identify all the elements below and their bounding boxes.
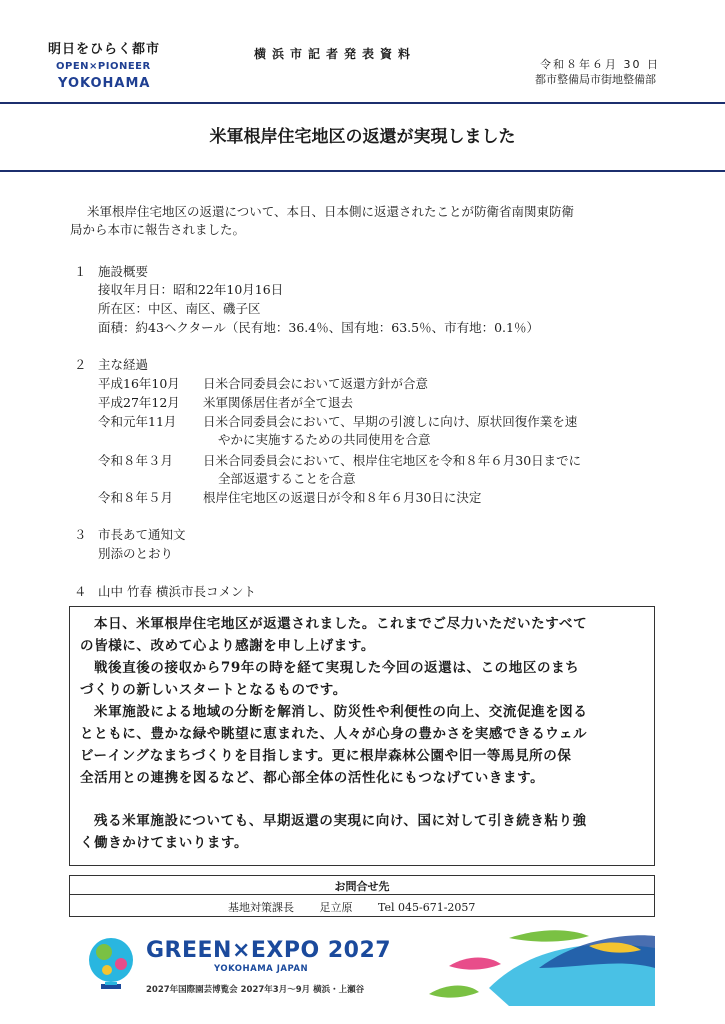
comment-line: の皆様に、改めて心より感謝を申し上げます。 [80, 638, 376, 654]
comment-line: づくりの新しいスタートとなるものです。 [80, 682, 347, 698]
contact-section: 基地対策課長 [228, 901, 294, 914]
event-date: 令和８年３月 [98, 453, 174, 468]
notice-detail: 別添のとおり [98, 546, 174, 561]
comment-line: 残る米軍施設についても、早期返還の実現に向け、国に対して引き続き粘り強 [94, 813, 587, 829]
logo-city-name: YOKOHAMA [58, 76, 151, 91]
event-text: 日米合同委員会において返還方針が合意 [203, 376, 429, 391]
release-date: 令和８年６月 30 日 [540, 58, 660, 71]
facility-detail: 面積：約43ヘクタール（民有地：36.4％、国有地：63.5％、市有地：0.1％） [98, 320, 539, 335]
event-text: 全部返還することを合意 [218, 471, 356, 486]
expo-title: GREEN×EXPO 2027 [146, 938, 392, 963]
event-date: 平成27年12月 [98, 395, 180, 410]
facility-detail: 接収年月日：昭和22年10月16日 [98, 282, 284, 297]
contact-title: お問合せ先 [334, 880, 390, 893]
section-number: ３ [74, 527, 87, 542]
contact-tel: Tel 045-671-2057 [378, 901, 476, 914]
section-number: ４ [74, 584, 87, 599]
event-date: 令和元年11月 [98, 414, 177, 429]
event-text: 日米合同委員会において、根岸住宅地区を令和８年６月30日までに [203, 453, 582, 468]
event-date: 令和８年５月 [98, 490, 174, 505]
comment-line: とともに、豊かな緑や眺望に恵まれた、人々が心身の豊かさを実感できるウェル [80, 726, 588, 742]
comment-line: 本日、米軍根岸住宅地区が返還されました。これまでご尽力いただいたすべて [94, 616, 588, 632]
logo-tagline: 明日をひらく都市 [48, 42, 161, 57]
comment-line: 米軍施設による地域の分断を解消し、防災性や利便性の向上、交流促進を図る [94, 704, 588, 720]
header-rule-top [0, 102, 725, 104]
section-number: １ [74, 264, 87, 279]
expo-info: 2027年国際園芸博覧会 2027年3月～9月 横浜・上瀬谷 [146, 985, 365, 995]
event-text: やかに実施するための共同使用を合意 [218, 432, 431, 447]
intro-paragraph-line: 米軍根岸住宅地区の返還について、本日、日本側に返還されたことが防衛省南関東防衛 [87, 204, 575, 219]
comment-line: 戦後直後の接収から79年の時を経て実現した今回の返還は、この地区のまち [94, 660, 580, 676]
event-text: 日米合同委員会において、早期の引渡しに向け、原状回復作業を速 [203, 414, 578, 429]
section-heading-mayor-comment: 山中 竹春 横浜市長コメント [98, 584, 256, 599]
comment-line: 全活用との連携を図るなど、都心部全体の活性化にもつなげていきます。 [80, 770, 545, 786]
expo-subtitle: YOKOHAMA JAPAN [214, 964, 309, 974]
section-heading-facility: 施設概要 [98, 264, 149, 279]
comment-line: く働きかけてまいります。 [80, 835, 249, 851]
section-heading-history: 主な経過 [98, 357, 149, 372]
section-number: ２ [74, 357, 87, 372]
section-heading-notice: 市長あて通知文 [98, 527, 186, 542]
press-release-label: 横浜市記者発表資料 [254, 47, 417, 61]
issuing-department: 都市整備局市街地整備部 [535, 73, 656, 86]
event-date: 平成16年10月 [98, 376, 180, 391]
header-rule-bottom [0, 170, 725, 172]
intro-paragraph-line: 局から本市に報告されました。 [70, 222, 246, 237]
logo-slogan: OPEN×PIONEER [56, 61, 151, 72]
facility-detail: 所在区：中区、南区、磯子区 [98, 301, 261, 316]
comment-line: ビーイングなまちづくりを目指します。更に根岸森林公園や旧一等馬見所の保 [80, 748, 572, 764]
event-text: 米軍関係居住者が全て退去 [203, 395, 354, 410]
contact-divider [70, 894, 654, 895]
contact-row [228, 899, 497, 915]
event-text: 根岸住宅地区の返還日が令和８年６月30日に決定 [203, 490, 482, 505]
contact-name: 足立原 [319, 901, 353, 914]
page-title: 米軍根岸住宅地区の返還が実現しました [209, 127, 516, 147]
